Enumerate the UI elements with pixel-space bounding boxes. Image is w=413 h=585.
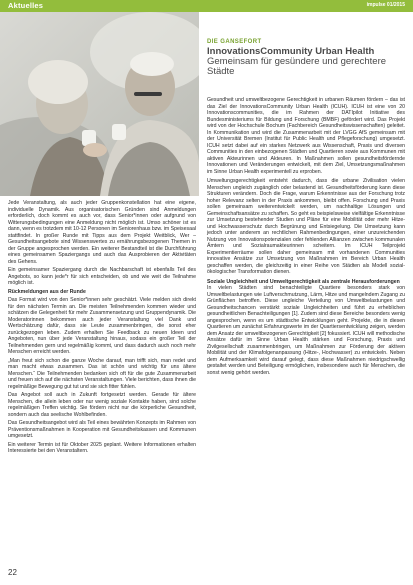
article-kicker: DIE GANSEFORT — [207, 39, 262, 45]
right-paragraph: Umweltungsgerechtigkeit entsteht dadurch, dass die urbane Zivilisation vielen Menschen ungleich zugänglich oder belastend ist. Gesundheitsförderung kann diese Strukturen verändern. Doch die Frage, warum Erkenntnisse aus der Forschung trotz hoher Relevanz selten in der Praxis ankommen, bleibt offen. Forschung und Praxis sollen gemeinsam weiterentwickelt werden, um nachhaltige Lösungen und Gemeinschaftsansätze zu schaffen. So geht es beispielsweise vielfältige Erkenntnisse zur Umsetzung bestehender Studien und Pläne für eine Mobilität oder mehr Hitze- und Hochwasserschutz durch Begrünung und Entsiegelung. Die Umsetzung kann jedoch unter anderem an rechtlichen Rahmenbedingungen, einer unzureichenden Nutzung von Innovationspotenzialen oder fehlenden Allianzen zwischen kommunalen Ämtern und Sozialraumakteurinnen scheitern. Im ICUH Teilprojekt Experimentierräume sollen daher gemeinsam mit vorhandenen Communities innovative Ansätze zur Umsetzung von Maßnahmen im Bereich Urban Health geschaffen werden, die gleichzeitig in einer Reihe von Städten als Modell sozial-ökologischer Transformation dienen. — [207, 178, 405, 275]
left-footer-note: Ein weiterer Termin ist für Oktober 2025 geplant. Weitere Informationen erhalten Interessierte bei den Veranstaltern. — [8, 441, 196, 454]
left-paragraph: Das Angebot soll auch in Zukunft fortgesetzt werden. Gerade für ältere Menschen, die allein leben oder nur wenig soziale Kontakte haben, sind solche regelmäßigen Treffen wichtig. Sie fördern nicht nur die körperliche Gesundheit, sondern auch das seelische Wohlbefinden. — [8, 392, 196, 418]
issue-label: impulse 01/2015 — [366, 2, 405, 8]
right-column — [207, 97, 405, 379]
photo-elderly-couple — [0, 12, 199, 196]
left-paragraph: Ein gemeinsamer Spaziergang durch die Nachbarschaft ist ebenfalls Teil des Angebots, so kann jede*r für sich entscheiden, ob und wie weit die Teilnahme möglich ist. — [8, 267, 196, 286]
page-number: 22 — [8, 568, 17, 577]
article-headline — [207, 47, 405, 77]
header-bar — [0, 0, 413, 12]
left-subheading: Rückmeldungen aus der Runde — [8, 288, 86, 295]
left-paragraph: Das Gesundheitsangebot wird als Teil eines bewährten Konzepts im Rahmen von Präventionsmaßnahmen in Kooperation mit Gesundheitskassen und Kommunen umgesetzt. — [8, 420, 196, 439]
left-paragraph: Jede Veranstaltung, als auch jeder Gruppenkonstellation hat eine eigene, individuelle Dynamik. Aus organisatorischen Gründen sind Anmeldungen erforderlich, doch kommt es auch vor, dass Senior*innen oder aufgrund von Witterungsbedingungen eine Anmeldung nicht möglich ist. Umso schöner ist es dann, wenn es trotzdem mit 10-12 Personen im Seniorenhaus bzw. im Speisesaal stattfindet. In großer Runde mit Tipps aus dem Projekt Weitblick, Wer – Gesundheitsangebote sind Wissenswertes zu ernährungsbezogenen Themen in der Gruppe angesprochen werden. Ein weiterer Bestandteil ist die Durchführung eines gemeinsamen Spaziergangs und auch das Ausprobieren der Aktivitäten des Gehens. — [8, 200, 197, 265]
right-paragraph: In vielen Städten sind benachteiligte Quartiere besonders stark von Umweltbelastungen wie Luftverschmutzung, Lärm, Hitze und mangelndem Zugang zu Grünflächen betroffen. Diese ungleiche Verteilung von Umweltbelastungen und Gesundheitschancen verstärkt soziale Ungleichheiten und führt zu erheblichen gesundheitlichen Benachteiligungen [1]. Zudem sind diese Bereiche besonders wenig angesprochen, wenn es um städtische Entwicklungen geht. Projekte, die in diesen Quartieren um zunächst Erfahrungswerte im der Quartiersentwicklung zeigen, werden dem Ansatz der umweltbezogenen Gerechtigkeit [2] fokussiert. ICUH will methodische Ansätze dafür im Sinne Urban Health stärken und Forschung, Praxis und Zivilgesellschaft zusammenbringen, um Maßnahmen zur Förderung der aktiven Mobilität und der Klimafolgenanpassung (Hitze-, Hochwasser) zu entwickeln. Neben dem Aufmerksamkeit wird darauf gelegt, dass diese Maßnahmen niedrigschwellig gestaltet werden und Beteiligung ermöglichen, insbesondere auch für Menschen, die sonst wenig gehört werden. — [207, 285, 405, 376]
left-column — [8, 200, 196, 457]
section-label: Aktuelles — [8, 1, 44, 10]
left-paragraph: „Man freut sich schon die ganze Woche darauf, man trifft sich, man redet und man macht etwas zusammen. Das ist schön und wichtig für uns ältere Menschen.“ Die Teilnehmenden bedanken sich oft für die gute Zusammenarbeit und freuen sich auf die nächsten Veranstaltungen. Viele berichten, dass ihnen die regelmäßige Bewegung gut tut und sie sich fitter fühlen. — [8, 357, 196, 390]
right-paragraph: Gesundheit und umweltbezogene Gerechtigkeit in urbanen Räumen fördern – das ist das Ziel der InnovationsCommunity Urban Health (ICUH). ICUH ist eine von 20 Innovationscommunities, die im Rahmen der DATIpilot Initiative des Bundesministeriums für Bildung und Forschung (BMBF) gefördert wird. Das Projekt wird von der Hochschule Bochum (Fachbereich Gesundheitswissenschaften) geleitet. In Kommunikation und wird die Zusammenarbeit mit der LVGG AfS gemeinsam mit der Universität Bremen (Institut für Public Health und Pflegeforschung) umgesetzt. ICUH setzt dabei auf ein starkes Netzwerk aus Wissenschaft, Praxis und diversen Communities in den einbezogenen Städten und Quartieren sowie aus Kommunen mit aktiven Akteurinnen und Akteuren. In Maßnahmen sollen gesundheitsfördernde Innovationen und Veränderungen entwickelt, mit dem Ziel, Umsetzungsmaßnahmen im Sinne Urban Health experimentell zu erproben. — [207, 97, 405, 175]
headline-subtitle: Gemeinsam für gesündere und gerechtere Städte — [207, 56, 387, 77]
headline-title: InnovationsCommunity Urban Health — [207, 46, 375, 57]
right-subheading: Soziale Ungleichheit und Umweltgerechtigkeit als zentrale Herausforderungen — [207, 278, 400, 285]
left-paragraph: Das Format wird von den Senior*innen sehr geschätzt. Viele melden sich direkt für den nächsten Termin an. Die meisten Teilnehmenden kommen wieder und schätzen die Gelegenheit für mehr Zusammensetzung und Gruppendynamik. Die Moderatorinnen bekommen auch jeder Veranstaltung viel Dank und Wertschätzung dafür, dass sie Leute zusammenbringen, die sonst eher zurückgezogen leben. Zudem erhalten Sie Feedback zu neuen Ideen und Angeboten, nun über jede Veranstaltung hinaus, sodass ein großer Teil der Teilnehmenden gern und regelmäßig kommt, und dass dadurch auch noch mehr Menschen erreicht werden. — [8, 297, 196, 355]
